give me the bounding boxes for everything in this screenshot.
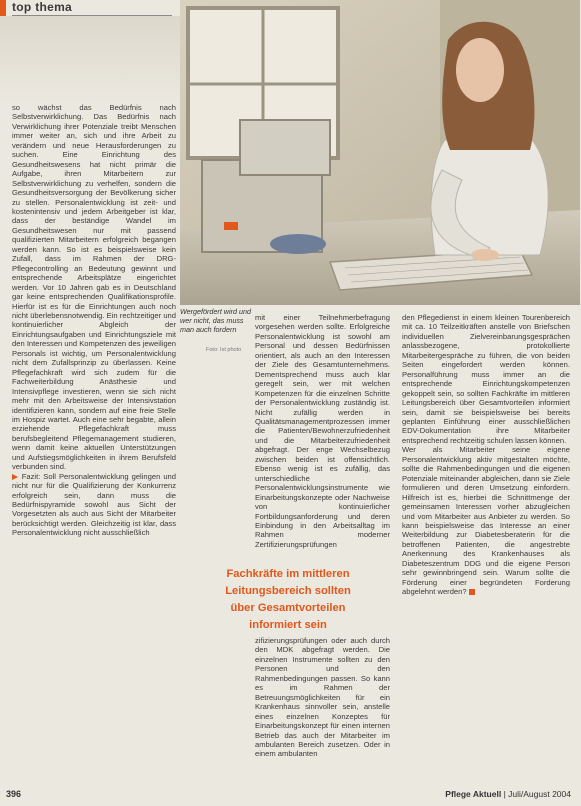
photo-credit: Foto: Ist photo: [206, 347, 242, 353]
article-photo: [180, 0, 580, 305]
photo-illustration: [180, 0, 580, 305]
faded-heading-area: [0, 16, 180, 102]
journal-footer: [445, 789, 571, 799]
page-number: 396: [6, 789, 22, 799]
photo-caption: Wergefördert wird und wer nicht, das muss man auch fordern: [180, 307, 251, 334]
col1-paragraph-2: [12, 472, 176, 538]
pull-quote: [188, 566, 388, 634]
section-title: top thema: [12, 0, 73, 14]
end-mark-icon: [469, 589, 475, 595]
pull-quote-line-1: Fachkräfte im mittleren: [226, 568, 350, 580]
pull-quote-line-4: informiert sein: [249, 619, 327, 631]
col3-paragraph-2: [402, 445, 570, 596]
pull-quote-line-2: Leitungsbereich sollten: [225, 585, 351, 597]
text-column-3: [402, 313, 570, 787]
pull-quote-line-3: über Gesamtvorteilen: [230, 602, 346, 614]
col1-paragraph-2-text: Fazit: Soll Personalentwicklung gelingen und nicht nur für die Qualifizierung der Konkurrenz erfolgreich sein, dann muss die Bedürfnispyramide sowohl aus Sicht der Vorgesetzten als auch aus Sicht der Mitarbeiter berücksichtigt werden. Gleichzeitig ist klar, dass Personalentwicklung nicht ausschließlich: [12, 471, 176, 538]
col1-paragraph-1: so wächst das Bedürfnis nach Selbstverwirklichung. Das Bedürfnis nach Verwirklichung ihrer Potenziale treibt Menschen immer weiter an, sich und ihre Arbeit zu verändern und neue Herausforderungen zu suchen. Eine Einrichtung des Gesundheitswesens hat nicht primär die Aufgabe, ihren Mitarbeitern zur Selbstverwirklichung zu verhelfen, sondern die Gesundheitsversorgung der Bevölkerung sicher zu stellen. Personalentwicklung ist zeit- und kostenintensiv und jedem Arbeitgeber ist klar, dass der beständige Wandel im Gesundheitswesen nur mit passend qualifizierten Mitarbeitern erfolgreich begangen werden kann. So ist es beispielsweise kein Zufall, dass im Rahmen der DRG-Pflegecontrolling an Bedeutung gewinnt und entsprechende Arbeitsplätze eingerichtet werden. Vor 10 Jahren gab es in Deutschland gar keine entsprechenden Qualifikationsprofile. Hierfür ist es für die Einrichtungen auch noch nicht überlebensnotwendig. Ein rechtzeitiger und kontinuierlicher Abgleich der Einrichtungsaufgaben und Einrichtungsziele mit den Interessen und Kompetenzen des jeweiligen Personals ist wichtig, um Personalentwicklung nicht dem Zufallsprinzip zu überlassen. Keine Pflegefachkraft wird sich zudem für die Fachweiterbildung Anästhesie und Intensivpflege investieren, wenn sie sich nicht mehr mit den Arbeitsweise der Intensivstation identifizieren kann, sondern auf eine freie Stelle im Hospiz wartet. Auch eine sehr begabte, allein erziehende Pflegefachkraft muss berufsbegleitend Pflegemanagement studieren, wenn damit keine aktuellen Unterstützungen und Aufstiegsmöglichkeiten in ihrem Berufsfeld verbunden sind.: [12, 103, 176, 472]
journal-issue: Juli/August 2004: [508, 789, 571, 799]
col3-paragraph-2-text: Wer als Mitarbeiter seine eigene Personalentwicklung aktiv mitgestalten möchte, sollte die Rahmenbedingungen und die eigenen Potenziale miteinander abgleichen, dann sie Ziele formulieren und deren Umsetzung einfordern. Hilfreich ist es, hierbei die Schnittmenge der gemeinsamen Interessen vorher abzugleichen und vom Mitarbeiter aus Anbieter zu werden. So kann beispielsweise das Interesse an einer Weiterbildung zur Diabetesberaterin für die betroffenen Patienten, die angestrebte Anerkennung des Krankenhauses als Diabeteszentrum DDG und die eigene Person sehr gewinnbringend sein. Warum sollte die Förderung einer begründeten Forderung abgelehnt werden?: [402, 445, 570, 597]
section-header: [0, 0, 180, 16]
col3-paragraph-1: den Pflegedienst in einem kleinen Tourenbereich mit ca. 10 Teilzeitkräften anstelle von Briefschen individuellen Zielvereinbarungsgesprächen anlassbezogene, protokollierte Mitarbeitergespräche zu führen, die von beiden Seiten eingefordert werden können. Personalführung muss immer an die entsprechende Einrichtungskompetenzen gekoppelt sein, so sollten Fachkräfte im mittleren Leitungsbereich über Gesamtvorteilen informiert sein, damit sie beispielsweise bei bereits geplanten Einführung einer ausschließlichen EDV-Dokumentation ihre Mitarbeiter entsprechend rechtzeitig schulen lassen können.: [402, 313, 570, 445]
bullet-arrow-icon: ▶: [12, 471, 22, 481]
text-column-2-top: [255, 313, 390, 553]
text-column-2-bottom: [255, 636, 390, 786]
col2-paragraph-top: mit einer Teilnehmerbefragung vorgesehen werden sollte. Erfolgreiche Personalentwicklung ist sowohl am Personal und dessen Bedürfnissen orientiert, als auch an den Interessen der Ziele des Gesamtunternehmens. Dementsprechend muss auch klar geregelt sein, wer mit welchen Kompetenzen für die einzelnen Schritte der Personalentwicklung zuständig ist. Nicht zufällig werden in Qualitätsmanagementprozessen immer die Patienten/Bewohnerzufriedenheit und die Mitarbeiterzufriedenheit abgefragt. Der enge Wechselbezug zwischen beiden ist offensichtlich. Ebenso wenig ist es zufällig, das unterschiedliche Personalentwicklungsinstrumente wie Einarbeitungskonzepte oder Nachweise von kontinuierlicher Fortbildungsanforderung und deren Einbindung in den Arbeitsalltag im Rahmen moderner Zertifizierungsprüfungen: [255, 313, 390, 549]
text-column-1: [12, 103, 176, 787]
col2-paragraph-bottom: zifizierungsprüfungen oder auch durch den MDK abgefragt werden. Die einzelnen Instrumente sollten zu den Personen und den Rahmenbedingungen passen. So kann es im Rahmen der Betreuungsmöglichkeiten für ein Krankenhaus sinnvoller sein, anstelle eines einzelnen Konzeptes für Einarbeitungskonzept für einen internen Betrieb das auch der Mitarbeiter im ambulanten Bereich zusetzen. Oder in einem ambulanten: [255, 636, 390, 759]
section-accent-bar: [0, 0, 6, 16]
journal-name: Pflege Aktuell: [445, 789, 502, 799]
footer-separator: |: [503, 789, 509, 799]
